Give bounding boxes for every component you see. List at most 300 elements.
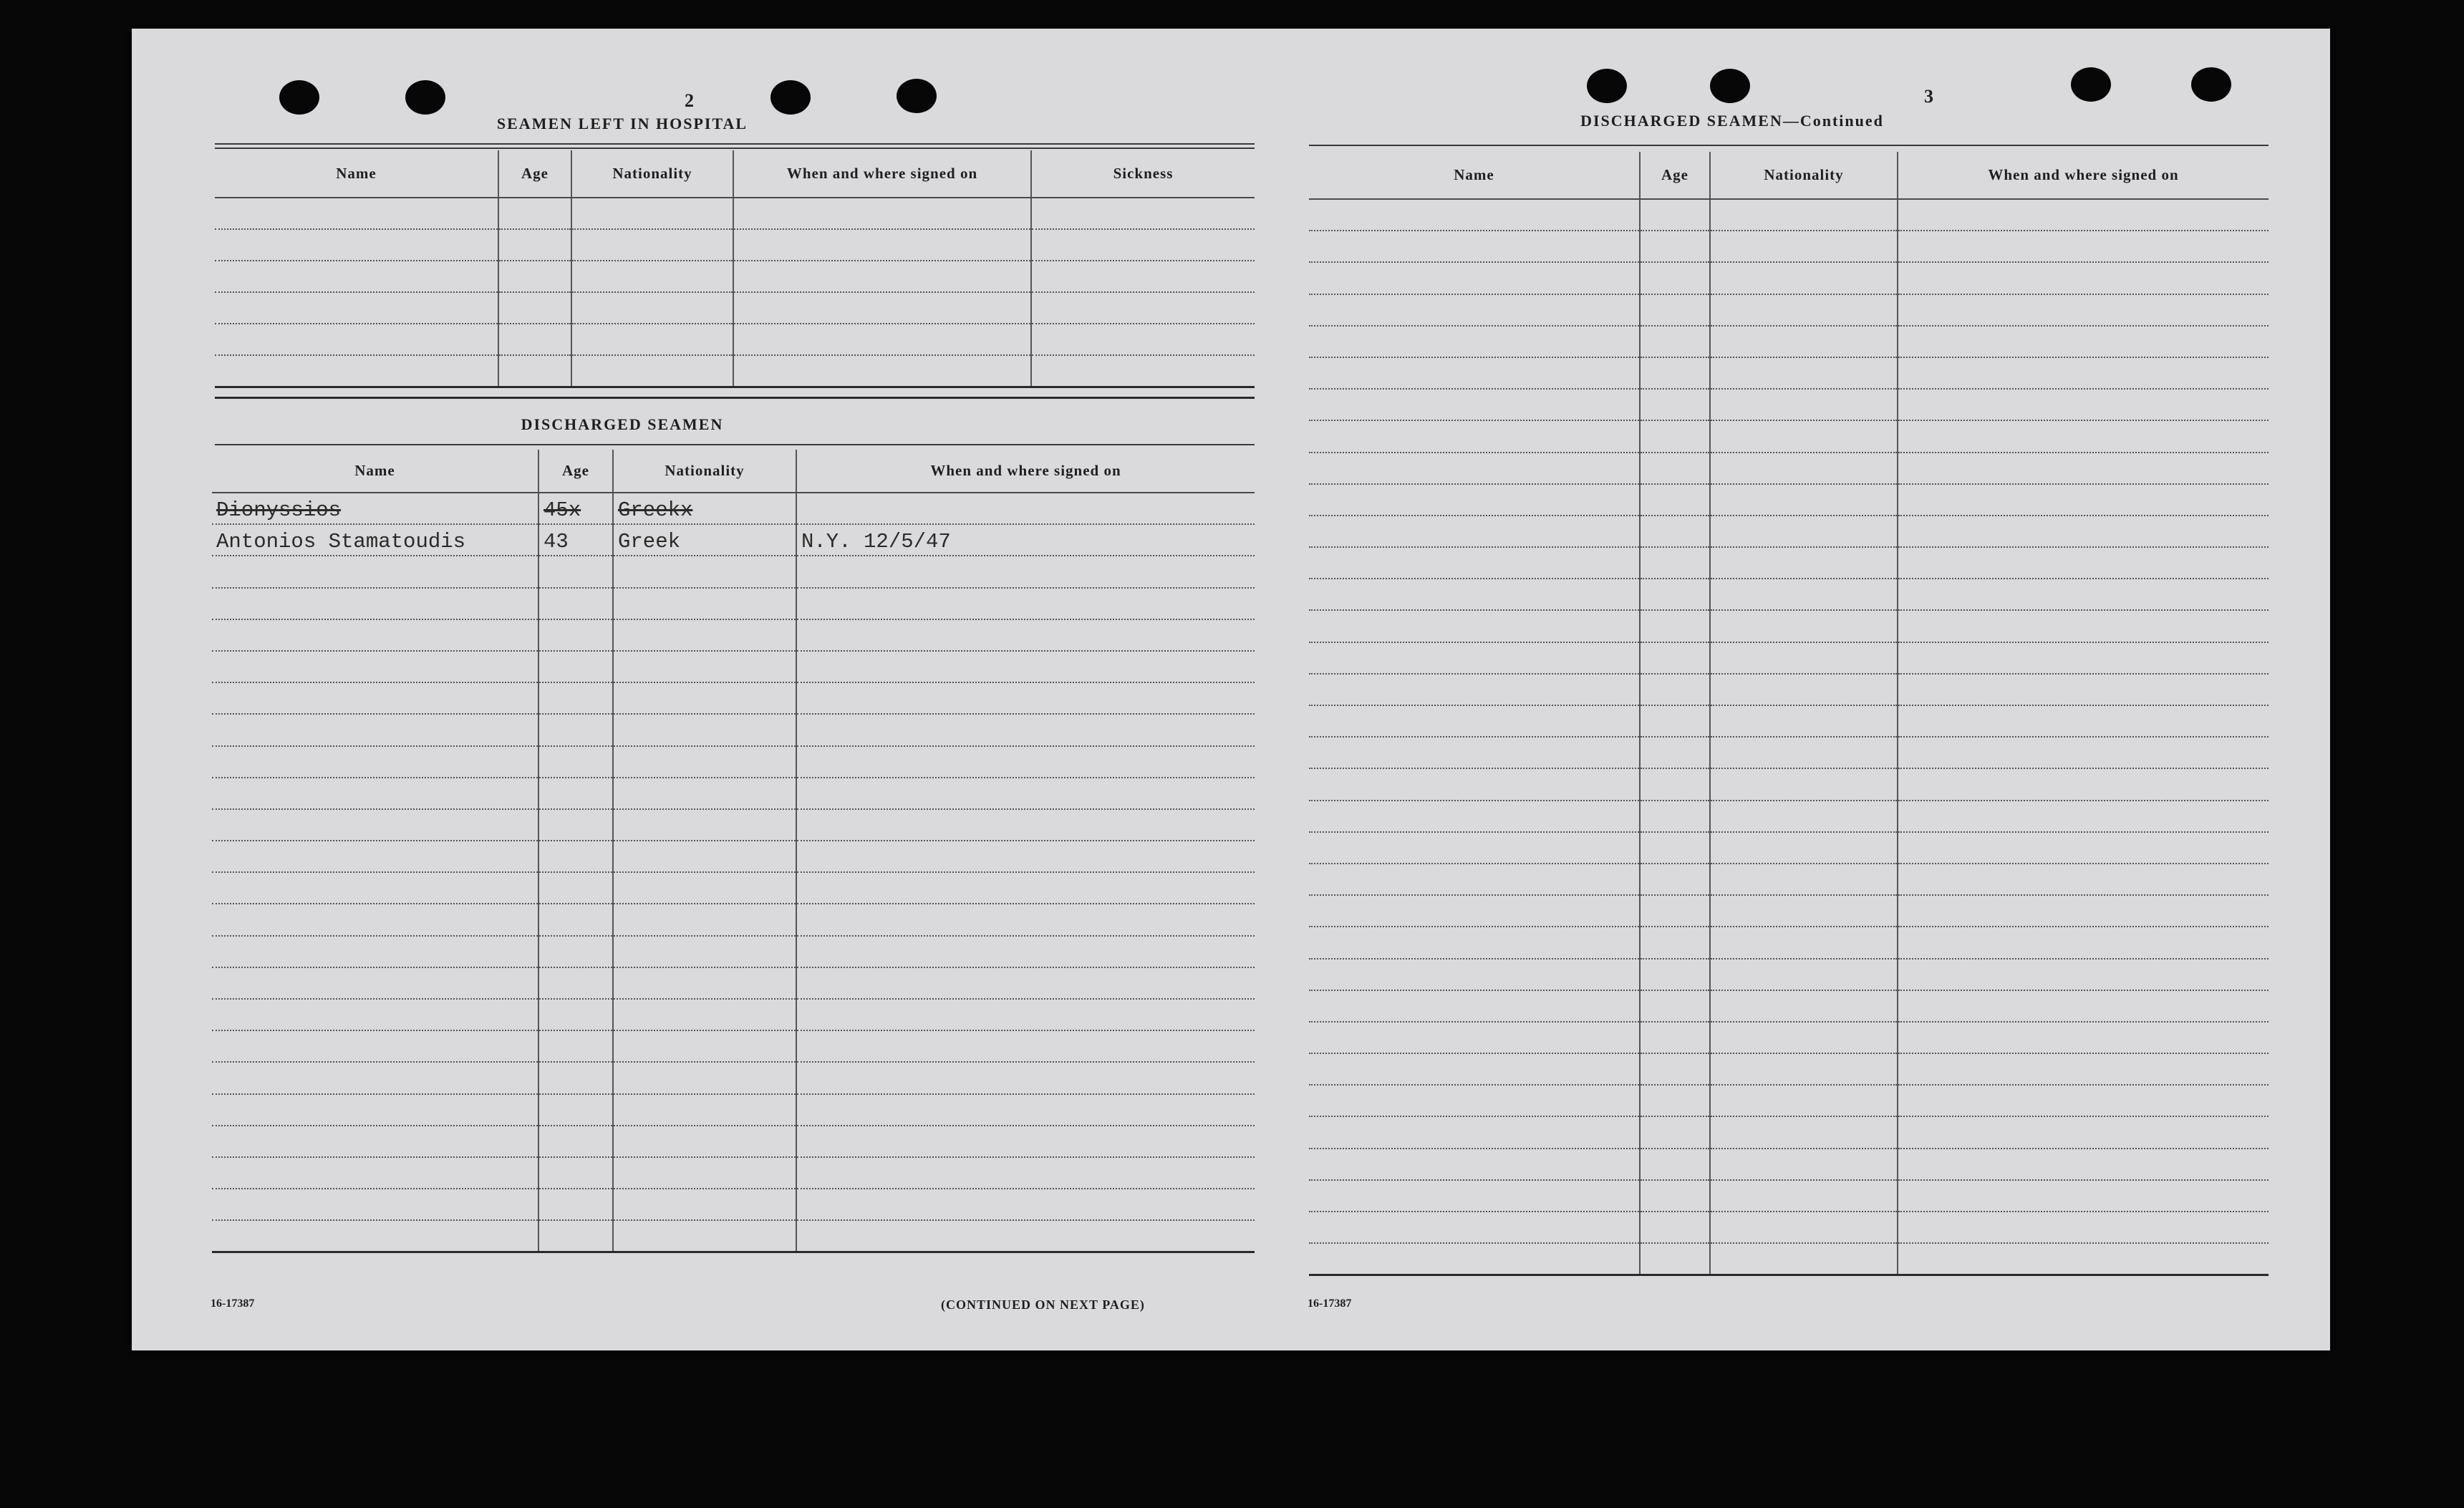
- discharged-cell-when-and-where-signed-on: [796, 841, 1255, 872]
- punch-hole: [2071, 67, 2111, 102]
- continued-cell-when-and-where-signed-on: [1898, 705, 2269, 737]
- hospital-cell-when-and-where-signed-on: [733, 292, 1031, 324]
- discharged-cell-when-and-where-signed-on: [796, 1126, 1255, 1157]
- continued-cell-when-and-where-signed-on: [1898, 1085, 2269, 1116]
- continued-cell-age: [1640, 927, 1710, 958]
- continued-cell-age: [1640, 516, 1710, 547]
- discharged-row: [212, 651, 1255, 682]
- discharged-cell-when-and-where-signed-on: [796, 1189, 1255, 1220]
- continued-cell-name: [1309, 674, 1640, 705]
- punch-hole: [1587, 69, 1627, 103]
- rule: [1309, 145, 2269, 146]
- hospital-cell-age: [498, 355, 571, 387]
- discharged-cell-nationality: [613, 1094, 796, 1126]
- discharged-cell-age: [538, 1189, 613, 1220]
- continued-cell-name: [1309, 705, 1640, 737]
- continued-cell-when-and-where-signed-on: [1898, 642, 2269, 674]
- discharged-cell-age: [538, 1094, 613, 1126]
- continued-cell-age: [1640, 801, 1710, 832]
- continued-cell-when-and-where-signed-on: [1898, 832, 2269, 864]
- discharged-cell-nationality: [613, 714, 796, 745]
- discharged-cell-when-and-where-signed-on: [796, 746, 1255, 778]
- discharged-row: [212, 1220, 1255, 1252]
- continued-row: [1309, 642, 2269, 674]
- discharged-header-nationality: Nationality: [613, 450, 796, 493]
- discharged-row: [212, 556, 1255, 587]
- discharged-cell-nationality: [613, 1062, 796, 1093]
- continued-cell-when-and-where-signed-on: [1898, 674, 2269, 705]
- continued-cell-when-and-where-signed-on: [1898, 1053, 2269, 1085]
- continued-cell-name: [1309, 420, 1640, 452]
- continued-cell-nationality: [1710, 1085, 1898, 1116]
- continued-cell-when-and-where-signed-on: [1898, 959, 2269, 990]
- discharged-cell-age: [538, 1030, 613, 1062]
- continued-header-row: [1309, 152, 2269, 199]
- continued-cell-nationality: [1710, 547, 1898, 579]
- continued-row: [1309, 326, 2269, 357]
- continued-row: [1309, 389, 2269, 420]
- continued-cell-age: [1640, 990, 1710, 1022]
- continued-cell-when-and-where-signed-on: [1898, 1149, 2269, 1180]
- continued-cell-nationality: [1710, 294, 1898, 326]
- continued-row: [1309, 231, 2269, 262]
- discharged-cell-name: Dionyssios: [212, 493, 538, 524]
- continued-cell-name: [1309, 1053, 1640, 1085]
- hospital-row: [215, 229, 1255, 261]
- hospital-cell-name: [215, 292, 498, 324]
- continued-cell-name: [1309, 357, 1640, 389]
- form-number: 16-17387: [211, 1297, 255, 1310]
- discharged-cell-name: [212, 904, 538, 935]
- continued-cell-when-and-where-signed-on: [1898, 326, 2269, 357]
- continued-cell-when-and-where-signed-on: [1898, 1243, 2269, 1275]
- discharged-header-row: [212, 450, 1255, 493]
- discharged-row: [212, 904, 1255, 935]
- continued-cell-nationality: [1710, 990, 1898, 1022]
- continued-cell-nationality: [1710, 1022, 1898, 1053]
- continued-cell-name: [1309, 579, 1640, 610]
- continued-cell-age: [1640, 895, 1710, 927]
- discharged-cell-when-and-where-signed-on: [796, 1062, 1255, 1093]
- continued-row: [1309, 516, 2269, 547]
- continued-cell-age: [1640, 357, 1710, 389]
- continued-row: [1309, 1212, 2269, 1243]
- continued-cell-nationality: [1710, 737, 1898, 768]
- discharged-cell-name: [212, 999, 538, 1030]
- continued-cell-name: [1309, 294, 1640, 326]
- continued-row: [1309, 705, 2269, 737]
- discharged-cell-nationality: [613, 651, 796, 682]
- continued-cell-when-and-where-signed-on: [1898, 484, 2269, 516]
- continued-cell-when-and-where-signed-on: [1898, 199, 2269, 231]
- continued-cell-when-and-where-signed-on: [1898, 1180, 2269, 1212]
- hospital-row: [215, 355, 1255, 387]
- discharged-row: [212, 872, 1255, 904]
- punch-hole: [405, 80, 445, 115]
- continued-row: [1309, 768, 2269, 800]
- continued-cell-name: [1309, 231, 1640, 262]
- discharged-cell-nationality: [613, 904, 796, 935]
- hospital-cell-name: [215, 229, 498, 261]
- continued-cell-name: [1309, 737, 1640, 768]
- hospital-cell-when-and-where-signed-on: [733, 355, 1031, 387]
- continued-cell-when-and-where-signed-on: [1898, 864, 2269, 895]
- discharged-row: [212, 1126, 1255, 1157]
- discharged-cell-nationality: [613, 809, 796, 841]
- continued-cell-name: [1309, 1085, 1640, 1116]
- continued-row: [1309, 1053, 2269, 1085]
- hospital-header-name: Name: [215, 150, 498, 198]
- continued-cell-age: [1640, 199, 1710, 231]
- continued-cell-name: [1309, 959, 1640, 990]
- continued-cell-age: [1640, 547, 1710, 579]
- punch-hole: [279, 80, 319, 115]
- continued-cell-age: [1640, 1180, 1710, 1212]
- continued-row: [1309, 927, 2269, 958]
- discharged-cell-nationality: [613, 1220, 796, 1252]
- continued-cell-age: [1640, 705, 1710, 737]
- discharged-cell-nationality: [613, 936, 796, 967]
- discharged-table: [212, 450, 1255, 1253]
- continued-cell-age: [1640, 768, 1710, 800]
- continued-row: [1309, 990, 2269, 1022]
- discharged-cell-nationality: [613, 1157, 796, 1189]
- continued-cell-name: [1309, 1212, 1640, 1243]
- discharged-cell-name: [212, 746, 538, 778]
- continued-cell-nationality: [1710, 801, 1898, 832]
- discharged-row: [212, 841, 1255, 872]
- continued-row: [1309, 1149, 2269, 1180]
- continued-cell-age: [1640, 1116, 1710, 1148]
- continued-cell-name: [1309, 1149, 1640, 1180]
- discharged-cell-age: [538, 809, 613, 841]
- discharged-cell-name: [212, 588, 538, 619]
- punch-hole: [1710, 69, 1750, 103]
- discharged-cell-when-and-where-signed-on: [796, 651, 1255, 682]
- continued-cell-age: [1640, 484, 1710, 516]
- discharged-cell-when-and-where-signed-on: [796, 809, 1255, 841]
- discharged-cell-name: [212, 1094, 538, 1126]
- continued-row: [1309, 959, 2269, 990]
- continued-cell-when-and-where-signed-on: [1898, 895, 2269, 927]
- discharged-cell-nationality: Greek: [613, 524, 796, 556]
- discharged-cell-when-and-where-signed-on: [796, 999, 1255, 1030]
- discharged-cell-name: [212, 1157, 538, 1189]
- discharged-cell-name: [212, 651, 538, 682]
- continued-cell-nationality: [1710, 389, 1898, 420]
- hospital-header-when-and-where-signed-on: When and where signed on: [733, 150, 1031, 198]
- continued-cell-when-and-where-signed-on: [1898, 610, 2269, 642]
- discharged-cell-name: [212, 1126, 538, 1157]
- continued-cell-when-and-where-signed-on: [1898, 927, 2269, 958]
- discharged-cell-age: [538, 1062, 613, 1093]
- discharged-cell-name: [212, 841, 538, 872]
- continued-row: [1309, 547, 2269, 579]
- continued-cell-when-and-where-signed-on: [1898, 1212, 2269, 1243]
- continued-cell-name: [1309, 642, 1640, 674]
- continued-cell-age: [1640, 453, 1710, 484]
- discharged-cell-age: 43: [538, 524, 613, 556]
- hospital-cell-nationality: [571, 198, 733, 229]
- hospital-header-nationality: Nationality: [571, 150, 733, 198]
- continued-cell-age: [1640, 326, 1710, 357]
- continued-cell-age: [1640, 642, 1710, 674]
- continued-cell-when-and-where-signed-on: [1898, 547, 2269, 579]
- discharged-cell-when-and-where-signed-on: N.Y. 12/5/47: [796, 524, 1255, 556]
- discharged-cell-name: [212, 1062, 538, 1093]
- continued-row: [1309, 294, 2269, 326]
- continued-row: [1309, 610, 2269, 642]
- continued-header-name: Name: [1309, 152, 1640, 199]
- continued-header-nationality: Nationality: [1710, 152, 1898, 199]
- discharged-cell-when-and-where-signed-on: [796, 872, 1255, 904]
- discharged-cell-age: [538, 1126, 613, 1157]
- continued-cell-age: [1640, 1243, 1710, 1275]
- continued-cell-when-and-where-signed-on: [1898, 231, 2269, 262]
- discharged-cell-age: [538, 999, 613, 1030]
- discharged-cell-age: [538, 936, 613, 967]
- discharged-cell-nationality: [613, 682, 796, 714]
- discharged-cell-when-and-where-signed-on: [796, 556, 1255, 587]
- discharged-header-name: Name: [212, 450, 538, 493]
- continued-table: [1309, 152, 2269, 1276]
- continued-cell-nationality: [1710, 516, 1898, 547]
- continued-row: [1309, 832, 2269, 864]
- hospital-cell-nationality: [571, 324, 733, 355]
- continued-cell-nationality: [1710, 768, 1898, 800]
- rule: [215, 444, 1255, 445]
- hospital-cell-nationality: [571, 261, 733, 292]
- discharged-row: [212, 493, 1255, 524]
- continued-cell-nationality: [1710, 1149, 1898, 1180]
- continued-cell-name: [1309, 801, 1640, 832]
- page-number: 2: [685, 90, 695, 111]
- hospital-cell-age: [498, 229, 571, 261]
- discharged-cell-when-and-where-signed-on: [796, 1220, 1255, 1252]
- continued-cell-name: [1309, 199, 1640, 231]
- discharged-row: [212, 999, 1255, 1030]
- right-page: [1206, 29, 2330, 1350]
- discharged-cell-age: [538, 651, 613, 682]
- continued-cell-name: [1309, 1116, 1640, 1148]
- hospital-cell-name: [215, 355, 498, 387]
- discharged-cell-when-and-where-signed-on: [796, 619, 1255, 651]
- discharged-row: [212, 682, 1255, 714]
- continued-cell-age: [1640, 1053, 1710, 1085]
- continued-cell-when-and-where-signed-on: [1898, 453, 2269, 484]
- continued-row: [1309, 895, 2269, 927]
- continued-cell-nationality: [1710, 642, 1898, 674]
- discharged-cell-nationality: [613, 841, 796, 872]
- punch-hole: [2191, 67, 2231, 102]
- discharged-cell-when-and-where-signed-on: [796, 967, 1255, 999]
- continued-cell-when-and-where-signed-on: [1898, 801, 2269, 832]
- continued-row: [1309, 453, 2269, 484]
- discharged-cell-name: [212, 967, 538, 999]
- continued-cell-when-and-where-signed-on: [1898, 420, 2269, 452]
- discharged-row: [212, 778, 1255, 809]
- continued-row: [1309, 1022, 2269, 1053]
- continued-cell-age: [1640, 959, 1710, 990]
- discharged-row: [212, 1157, 1255, 1189]
- discharged-cell-age: [538, 556, 613, 587]
- discharged-cell-name: [212, 619, 538, 651]
- continued-cell-nationality: [1710, 420, 1898, 452]
- continued-cell-age: [1640, 610, 1710, 642]
- discharged-cell-name: [212, 778, 538, 809]
- continued-cell-when-and-where-signed-on: [1898, 768, 2269, 800]
- discharged-cell-when-and-where-signed-on: [796, 1094, 1255, 1126]
- discharged-cell-name: Antonios Stamatoudis: [212, 524, 538, 556]
- discharged-cell-nationality: [613, 588, 796, 619]
- continued-cell-when-and-where-signed-on: [1898, 1022, 2269, 1053]
- rule: [215, 143, 1255, 145]
- discharged-cell-when-and-where-signed-on: [796, 493, 1255, 524]
- hospital-cell-when-and-where-signed-on: [733, 198, 1031, 229]
- continued-row: [1309, 1085, 2269, 1116]
- discharged-row: [212, 524, 1255, 556]
- continued-cell-age: [1640, 389, 1710, 420]
- discharged-cell-age: [538, 778, 613, 809]
- continued-cell-nationality: [1710, 864, 1898, 895]
- discharged-cell-when-and-where-signed-on: [796, 936, 1255, 967]
- hospital-cell-when-and-where-signed-on: [733, 261, 1031, 292]
- continued-note: (CONTINUED ON NEXT PAGE): [941, 1297, 1145, 1312]
- discharged-cell-age: [538, 872, 613, 904]
- discharged-cell-age: [538, 746, 613, 778]
- continued-cell-nationality: [1710, 1180, 1898, 1212]
- continued-cell-name: [1309, 832, 1640, 864]
- discharged-cell-age: [538, 682, 613, 714]
- rule: [215, 148, 1255, 149]
- discharged-row: [212, 809, 1255, 841]
- discharged-cell-when-and-where-signed-on: [796, 1157, 1255, 1189]
- continued-cell-age: [1640, 737, 1710, 768]
- discharged-cell-nationality: [613, 778, 796, 809]
- punch-hole: [897, 79, 937, 113]
- continued-row: [1309, 199, 2269, 231]
- hospital-row: [215, 324, 1255, 355]
- continued-row: [1309, 864, 2269, 895]
- hospital-cell-age: [498, 292, 571, 324]
- hospital-row: [215, 292, 1255, 324]
- continued-row: [1309, 674, 2269, 705]
- continued-cell-age: [1640, 294, 1710, 326]
- continued-cell-nationality: [1710, 579, 1898, 610]
- continued-cell-age: [1640, 864, 1710, 895]
- continued-cell-age: [1640, 231, 1710, 262]
- hospital-section-title: SEAMEN LEFT IN HOSPITAL: [496, 115, 748, 132]
- continued-cell-name: [1309, 927, 1640, 958]
- discharged-cell-when-and-where-signed-on: [796, 1030, 1255, 1062]
- continued-cell-nationality: [1710, 199, 1898, 231]
- continued-cell-age: [1640, 832, 1710, 864]
- continued-row: [1309, 357, 2269, 389]
- continued-row: [1309, 484, 2269, 516]
- continued-cell-age: [1640, 420, 1710, 452]
- continued-cell-age: [1640, 674, 1710, 705]
- discharged-cell-age: [538, 904, 613, 935]
- continued-row: [1309, 1180, 2269, 1212]
- hospital-cell-nationality: [571, 292, 733, 324]
- continued-cell-nationality: [1710, 610, 1898, 642]
- discharged-cell-name: [212, 1220, 538, 1252]
- continued-cell-nationality: [1710, 832, 1898, 864]
- rule: [215, 397, 1255, 399]
- discharged-cell-nationality: Greekx: [613, 493, 796, 524]
- discharged-cell-when-and-where-signed-on: [796, 714, 1255, 745]
- continued-cell-nationality: [1710, 959, 1898, 990]
- continued-cell-when-and-where-signed-on: [1898, 1116, 2269, 1148]
- hospital-cell-nationality: [571, 355, 733, 387]
- discharged-cell-nationality: [613, 1189, 796, 1220]
- continued-cell-age: [1640, 1212, 1710, 1243]
- continued-cell-name: [1309, 326, 1640, 357]
- continued-cell-name: [1309, 1243, 1640, 1275]
- discharged-cell-name: [212, 1189, 538, 1220]
- continued-cell-age: [1640, 1149, 1710, 1180]
- discharged-cell-nationality: [613, 619, 796, 651]
- discharged-cell-name: [212, 682, 538, 714]
- continued-cell-name: [1309, 389, 1640, 420]
- discharged-cell-when-and-where-signed-on: [796, 778, 1255, 809]
- discharged-cell-name: [212, 714, 538, 745]
- discharged-cell-age: [538, 1220, 613, 1252]
- continued-header-when-and-where-signed-on: When and where signed on: [1898, 152, 2269, 199]
- hospital-cell-age: [498, 324, 571, 355]
- hospital-cell-age: [498, 198, 571, 229]
- continued-cell-name: [1309, 990, 1640, 1022]
- log-sheet: [132, 29, 2330, 1350]
- discharged-continued-title: DISCHARGED SEAMEN—Continued: [1580, 112, 1884, 130]
- discharged-row: [212, 936, 1255, 967]
- discharged-row: [212, 714, 1255, 745]
- discharged-row: [212, 588, 1255, 619]
- discharged-row: [212, 1189, 1255, 1220]
- discharged-cell-when-and-where-signed-on: [796, 682, 1255, 714]
- continued-cell-nationality: [1710, 1243, 1898, 1275]
- discharged-cell-age: [538, 841, 613, 872]
- continued-row: [1309, 801, 2269, 832]
- continued-cell-name: [1309, 895, 1640, 927]
- hospital-cell-name: [215, 261, 498, 292]
- hospital-cell-when-and-where-signed-on: [733, 229, 1031, 261]
- discharged-cell-age: [538, 1157, 613, 1189]
- continued-cell-nationality: [1710, 231, 1898, 262]
- hospital-cell-when-and-where-signed-on: [733, 324, 1031, 355]
- continued-cell-name: [1309, 484, 1640, 516]
- discharged-cell-age: [538, 967, 613, 999]
- continued-cell-when-and-where-signed-on: [1898, 294, 2269, 326]
- continued-cell-name: [1309, 864, 1640, 895]
- discharged-cell-nationality: [613, 967, 796, 999]
- hospital-cell-name: [215, 198, 498, 229]
- form-number: 16-17387: [1308, 1297, 1352, 1310]
- discharged-row: [212, 1030, 1255, 1062]
- discharged-cell-when-and-where-signed-on: [796, 588, 1255, 619]
- continued-cell-when-and-where-signed-on: [1898, 579, 2269, 610]
- continued-cell-name: [1309, 1180, 1640, 1212]
- left-page: [132, 29, 1206, 1350]
- hospital-cell-age: [498, 261, 571, 292]
- discharged-cell-nationality: [613, 999, 796, 1030]
- punch-hole: [770, 80, 811, 115]
- discharged-cell-nationality: [613, 556, 796, 587]
- continued-cell-name: [1309, 547, 1640, 579]
- continued-row: [1309, 1116, 2269, 1148]
- continued-cell-name: [1309, 1022, 1640, 1053]
- continued-cell-name: [1309, 516, 1640, 547]
